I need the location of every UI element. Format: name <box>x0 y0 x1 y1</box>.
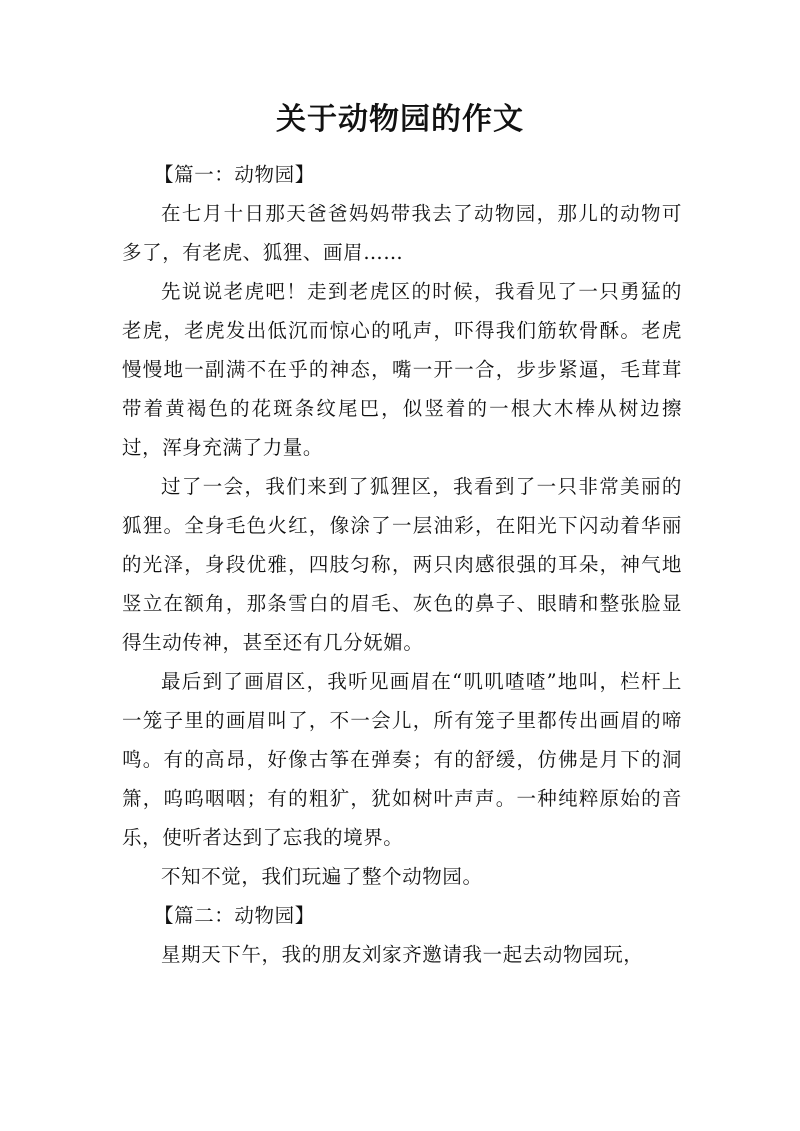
section-heading-1: 【篇一：动物园】 <box>154 163 315 186</box>
section-heading-2: 【篇二：动物园】 <box>154 904 315 927</box>
paragraph-3: 过了一会，我们来到了狐狸区，我看到了一只非常美丽的狐狸。全身毛色火红，像涂了一层油彩，在阳光下闪动着华丽的光泽，身段优雅，四肢匀称，两只肉感很强的耳朵，神气地竖立在额角，那条雪白的眉毛、灰色的鼻子、眼睛和整张脸显得生动传神，甚至还有几分妩媚。 <box>122 475 682 654</box>
paragraph-4: 最后到了画眉区，我听见画眉在“叽叽喳喳”地叫，栏杆上一笼子里的画眉叫了，不一会儿，所有笼子里都传出画眉的啼鸣。有的高昂，好像古筝在弹奏；有的舒缓，仿佛是月下的洞箫，呜呜咽咽；有的粗犷，犹如树叶声声。一种纯粹原始的音乐，使听者达到了忘我的境界。 <box>122 670 682 849</box>
paragraph-6: 星期天下午，我的朋友刘家齐邀请我一起去动物园玩， <box>161 943 644 966</box>
paragraph-5: 不知不觉，我们玩遍了整个动物园。 <box>161 865 483 888</box>
paragraph-2: 先说说老虎吧！走到老虎区的时候，我看见了一只勇猛的老虎，老虎发出低沉而惊心的吼声，吓得我们筋软骨酥。老虎慢慢地一副满不在乎的神态，嘴一开一合，步步紧逼，毛茸茸带着黄褐色的花斑条纹尾巴，似竖着的一根大木棒从树边擦过，浑身充满了力量。 <box>122 280 682 459</box>
document-title: 关于动物园的作文 <box>276 102 524 137</box>
document-body <box>122 155 682 974</box>
paragraph-1: 在七月十日那天爸爸妈妈带我去了动物园，那儿的动物可多了，有老虎、狐狸、画眉…… <box>122 202 682 264</box>
